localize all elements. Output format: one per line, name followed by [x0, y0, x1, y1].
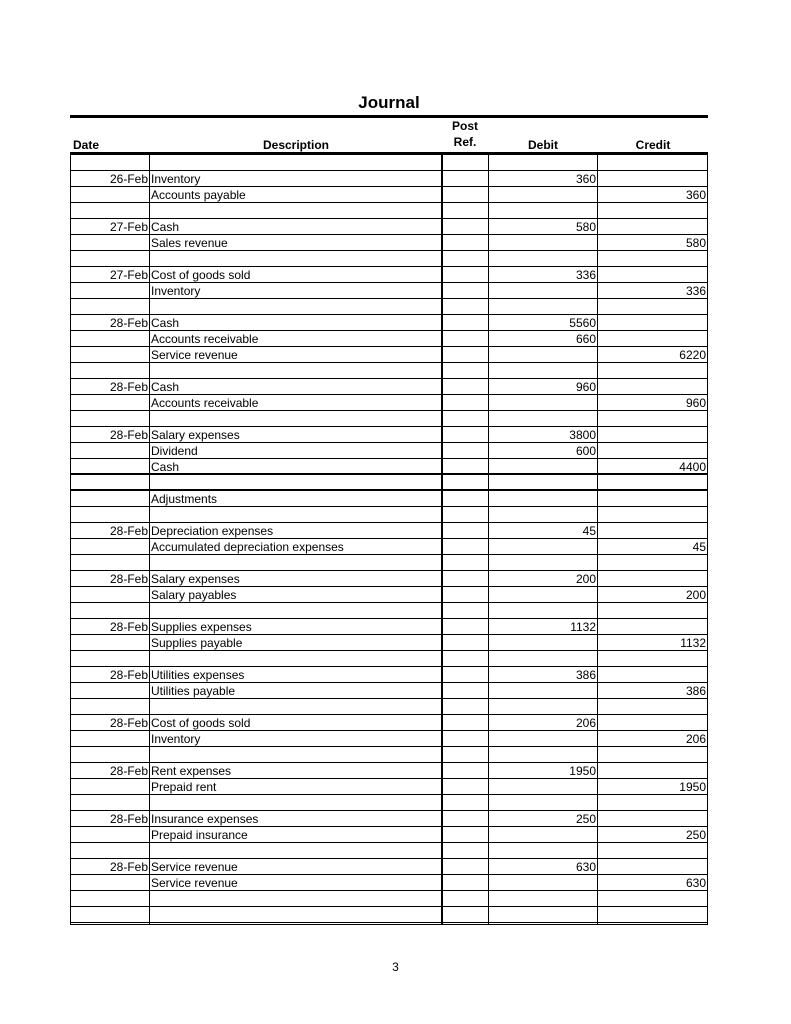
row-description: Adjustments	[151, 492, 218, 506]
row-credit	[598, 155, 706, 170]
row-description	[151, 251, 439, 266]
row-description	[151, 907, 439, 922]
row-credit: 45	[692, 540, 706, 554]
row-debit	[488, 347, 596, 362]
row-description: Accounts receivable	[151, 332, 259, 346]
row-date	[70, 331, 148, 346]
row-date: 28-Feb	[109, 812, 148, 826]
table-row	[70, 523, 708, 539]
row-credit	[598, 603, 706, 618]
row-description: Sales revenue	[151, 236, 228, 250]
row-credit	[598, 171, 706, 186]
row-credit	[598, 891, 706, 906]
table-row	[70, 875, 708, 891]
row-date: 26-Feb	[109, 172, 148, 186]
table-row	[70, 219, 708, 235]
table-row	[70, 859, 708, 875]
row-credit: 206	[685, 732, 706, 746]
row-date: 28-Feb	[109, 860, 148, 874]
row-credit: 6220	[679, 348, 706, 362]
table-row	[70, 619, 708, 635]
row-description: Prepaid rent	[151, 780, 217, 794]
row-debit: 200	[575, 572, 596, 586]
table-row	[70, 379, 708, 395]
table-row	[70, 843, 708, 859]
row-date	[70, 491, 148, 506]
row-credit	[598, 251, 706, 266]
row-debit	[488, 475, 596, 490]
table-row	[70, 587, 708, 603]
table-row	[70, 635, 708, 651]
row-description	[151, 555, 439, 570]
row-credit: 200	[685, 588, 706, 602]
grid-line	[488, 155, 489, 924]
row-credit	[598, 747, 706, 762]
row-description	[151, 843, 439, 858]
row-debit: 3800	[569, 428, 596, 442]
row-description	[151, 203, 439, 218]
row-debit	[488, 507, 596, 522]
row-credit	[598, 571, 706, 586]
table-row	[70, 507, 708, 523]
row-debit	[488, 827, 596, 842]
row-credit	[598, 843, 706, 858]
table-row	[70, 347, 708, 363]
table-row	[70, 827, 708, 843]
row-credit	[598, 331, 706, 346]
table-row	[70, 731, 708, 747]
table-row	[70, 475, 708, 491]
row-debit	[488, 299, 596, 314]
table-row	[70, 491, 708, 507]
table-row	[70, 667, 708, 683]
row-description: Inventory	[151, 284, 201, 298]
row-credit: 960	[685, 396, 706, 410]
row-credit: 580	[685, 236, 706, 250]
row-date	[70, 251, 148, 266]
row-credit: 1950	[679, 780, 706, 794]
row-debit	[488, 155, 596, 170]
row-date	[70, 891, 148, 906]
table-row	[70, 363, 708, 379]
row-date: 28-Feb	[109, 668, 148, 682]
row-description: Prepaid insurance	[151, 828, 248, 842]
row-description	[151, 507, 439, 522]
row-credit	[598, 299, 706, 314]
table-row	[70, 459, 708, 475]
journal-title: Journal	[358, 93, 420, 112]
row-credit	[598, 267, 706, 282]
row-debit: 580	[575, 220, 596, 234]
row-credit	[598, 219, 706, 234]
row-description: Salary payables	[151, 588, 237, 602]
row-debit: 336	[575, 268, 596, 282]
row-debit	[488, 555, 596, 570]
row-credit	[598, 651, 706, 666]
row-date	[70, 587, 148, 602]
row-date	[70, 507, 148, 522]
row-debit	[488, 891, 596, 906]
table-row	[70, 763, 708, 779]
row-debit: 630	[575, 860, 596, 874]
table-row	[70, 651, 708, 667]
row-description: Cash	[151, 380, 180, 394]
row-date	[70, 347, 148, 362]
row-date	[70, 235, 148, 250]
row-description	[151, 363, 439, 378]
row-description	[151, 155, 439, 170]
row-date: 28-Feb	[109, 764, 148, 778]
table-row	[70, 715, 708, 731]
journal-rows	[70, 155, 708, 923]
row-debit	[488, 731, 596, 746]
row-description: Utilities payable	[151, 684, 236, 698]
row-date	[70, 443, 148, 458]
row-description: Accounts payable	[151, 188, 246, 202]
row-date	[70, 155, 148, 170]
table-row	[70, 411, 708, 427]
row-date	[70, 203, 148, 218]
row-date	[70, 395, 148, 410]
row-debit	[488, 907, 596, 922]
row-date	[70, 187, 148, 202]
page-number: 3	[392, 960, 399, 974]
table-row	[70, 251, 708, 267]
row-debit	[488, 683, 596, 698]
row-credit	[598, 715, 706, 730]
row-description: Insurance expenses	[151, 812, 259, 826]
row-date	[70, 475, 148, 490]
header-ref: Ref.	[453, 135, 477, 149]
row-description: Service revenue	[151, 876, 238, 890]
row-date: 27-Feb	[109, 220, 148, 234]
row-credit: 336	[685, 284, 706, 298]
row-credit: 1132	[680, 636, 706, 650]
table-row	[70, 699, 708, 715]
row-date	[70, 459, 148, 474]
header-debit: Debit	[528, 138, 558, 152]
header-date: Date	[73, 138, 100, 152]
grid-line	[149, 155, 150, 924]
table-row	[70, 315, 708, 331]
row-date	[70, 411, 148, 426]
table-row	[70, 891, 708, 907]
row-debit	[488, 651, 596, 666]
grid-line	[707, 155, 708, 924]
row-description: Accumulated depreciation expenses	[151, 540, 344, 554]
row-debit	[488, 411, 596, 426]
row-description: Cash	[151, 460, 180, 474]
row-description	[151, 299, 439, 314]
table-row	[70, 171, 708, 187]
row-debit	[488, 203, 596, 218]
row-debit	[488, 395, 596, 410]
row-debit: 45	[582, 524, 596, 538]
row-date: 28-Feb	[109, 524, 148, 538]
row-date	[70, 603, 148, 618]
row-debit	[488, 363, 596, 378]
row-credit	[598, 379, 706, 394]
row-credit	[598, 699, 706, 714]
table-row	[70, 747, 708, 763]
row-date	[70, 555, 148, 570]
row-credit	[598, 363, 706, 378]
row-date: 28-Feb	[109, 620, 148, 634]
row-credit	[598, 667, 706, 682]
grid-line	[597, 155, 598, 924]
row-debit	[488, 875, 596, 890]
table-row	[70, 683, 708, 699]
row-description: Depreciation expenses	[151, 524, 274, 538]
row-date	[70, 299, 148, 314]
row-date: 28-Feb	[109, 380, 148, 394]
header-post: Post	[451, 119, 478, 133]
row-date: 28-Feb	[109, 316, 148, 330]
grid-line	[441, 155, 443, 924]
row-credit	[598, 523, 706, 538]
row-date: 28-Feb	[109, 572, 148, 586]
row-debit	[488, 251, 596, 266]
row-date	[70, 651, 148, 666]
row-description	[151, 651, 439, 666]
table-row	[70, 395, 708, 411]
row-description: Inventory	[151, 732, 201, 746]
row-description: Cost of goods sold	[151, 268, 251, 282]
row-description	[151, 603, 439, 618]
row-credit	[598, 443, 706, 458]
row-description: Cost of goods sold	[151, 716, 251, 730]
row-debit	[488, 235, 596, 250]
table-row	[70, 443, 708, 459]
row-debit: 386	[575, 668, 596, 682]
row-debit	[488, 635, 596, 650]
row-description	[151, 699, 439, 714]
row-debit: 206	[575, 716, 596, 730]
row-description: Accounts receivable	[151, 396, 259, 410]
row-description: Rent expenses	[151, 764, 232, 778]
row-date	[70, 779, 148, 794]
row-credit	[598, 203, 706, 218]
row-debit	[488, 587, 596, 602]
row-description: Cash	[151, 220, 180, 234]
table-row	[70, 427, 708, 443]
row-description: Supplies expenses	[151, 620, 252, 634]
table-row	[70, 603, 708, 619]
row-debit	[488, 283, 596, 298]
row-date	[70, 907, 148, 922]
table-row	[70, 187, 708, 203]
row-debit	[488, 187, 596, 202]
row-date	[70, 363, 148, 378]
table-row	[70, 299, 708, 315]
grid-line	[70, 155, 71, 924]
row-credit: 630	[685, 876, 706, 890]
row-description	[151, 795, 439, 810]
row-debit	[488, 699, 596, 714]
table-row	[70, 539, 708, 555]
row-date	[70, 699, 148, 714]
table-row	[70, 779, 708, 795]
row-date: 28-Feb	[109, 716, 148, 730]
journal-table	[70, 155, 708, 925]
row-description: Supplies payable	[151, 636, 243, 650]
row-debit: 1132	[570, 620, 596, 634]
row-credit: 250	[685, 828, 706, 842]
header-top-rule	[70, 115, 708, 118]
row-credit: 386	[685, 684, 706, 698]
row-debit	[488, 603, 596, 618]
row-date	[70, 539, 148, 554]
row-debit	[488, 491, 596, 506]
row-credit	[598, 795, 706, 810]
row-debit	[488, 795, 596, 810]
row-description	[151, 411, 439, 426]
row-description	[151, 891, 439, 906]
row-credit	[598, 507, 706, 522]
table-row	[70, 795, 708, 811]
row-description	[151, 475, 439, 490]
table-row	[70, 203, 708, 219]
row-description: Cash	[151, 316, 180, 330]
row-date	[70, 843, 148, 858]
row-description: Inventory	[151, 172, 201, 186]
row-debit	[488, 747, 596, 762]
row-description: Service revenue	[151, 860, 238, 874]
row-debit: 1950	[569, 764, 596, 778]
table-row	[70, 267, 708, 283]
row-date: 28-Feb	[109, 428, 148, 442]
table-row	[70, 555, 708, 571]
row-description: Service revenue	[151, 348, 238, 362]
row-description: Salary expenses	[151, 572, 240, 586]
row-credit	[598, 619, 706, 634]
table-row	[70, 571, 708, 587]
row-date	[70, 283, 148, 298]
header-credit: Credit	[635, 138, 671, 152]
row-description: Salary expenses	[151, 428, 240, 442]
header-description: Description	[262, 138, 329, 152]
row-debit	[488, 779, 596, 794]
row-credit	[598, 315, 706, 330]
table-row	[70, 907, 708, 923]
row-debit	[488, 459, 596, 474]
row-credit	[598, 427, 706, 442]
row-credit	[598, 491, 706, 506]
row-date	[70, 731, 148, 746]
row-description: Utilities expenses	[151, 668, 245, 682]
table-row	[70, 331, 708, 347]
row-date	[70, 683, 148, 698]
row-credit	[598, 907, 706, 922]
row-debit: 250	[575, 812, 596, 826]
row-date	[70, 747, 148, 762]
row-debit: 660	[575, 332, 596, 346]
row-credit: 360	[685, 188, 706, 202]
row-credit	[598, 763, 706, 778]
row-credit: 4400	[679, 460, 706, 474]
row-credit	[598, 475, 706, 490]
row-credit	[598, 555, 706, 570]
table-row	[70, 235, 708, 251]
row-debit	[488, 539, 596, 554]
table-row	[70, 811, 708, 827]
row-debit: 600	[575, 444, 596, 458]
table-row	[70, 283, 708, 299]
row-date	[70, 635, 148, 650]
row-description	[151, 747, 439, 762]
row-credit	[598, 811, 706, 826]
row-date	[70, 795, 148, 810]
row-date	[70, 827, 148, 842]
row-debit	[488, 843, 596, 858]
table-row	[70, 155, 708, 171]
row-debit: 5560	[569, 316, 596, 330]
row-description: Dividend	[151, 444, 198, 458]
row-credit	[598, 859, 706, 874]
row-date	[70, 875, 148, 890]
row-debit: 360	[575, 172, 596, 186]
row-credit	[598, 411, 706, 426]
row-date: 27-Feb	[109, 268, 148, 282]
row-debit: 960	[575, 380, 596, 394]
